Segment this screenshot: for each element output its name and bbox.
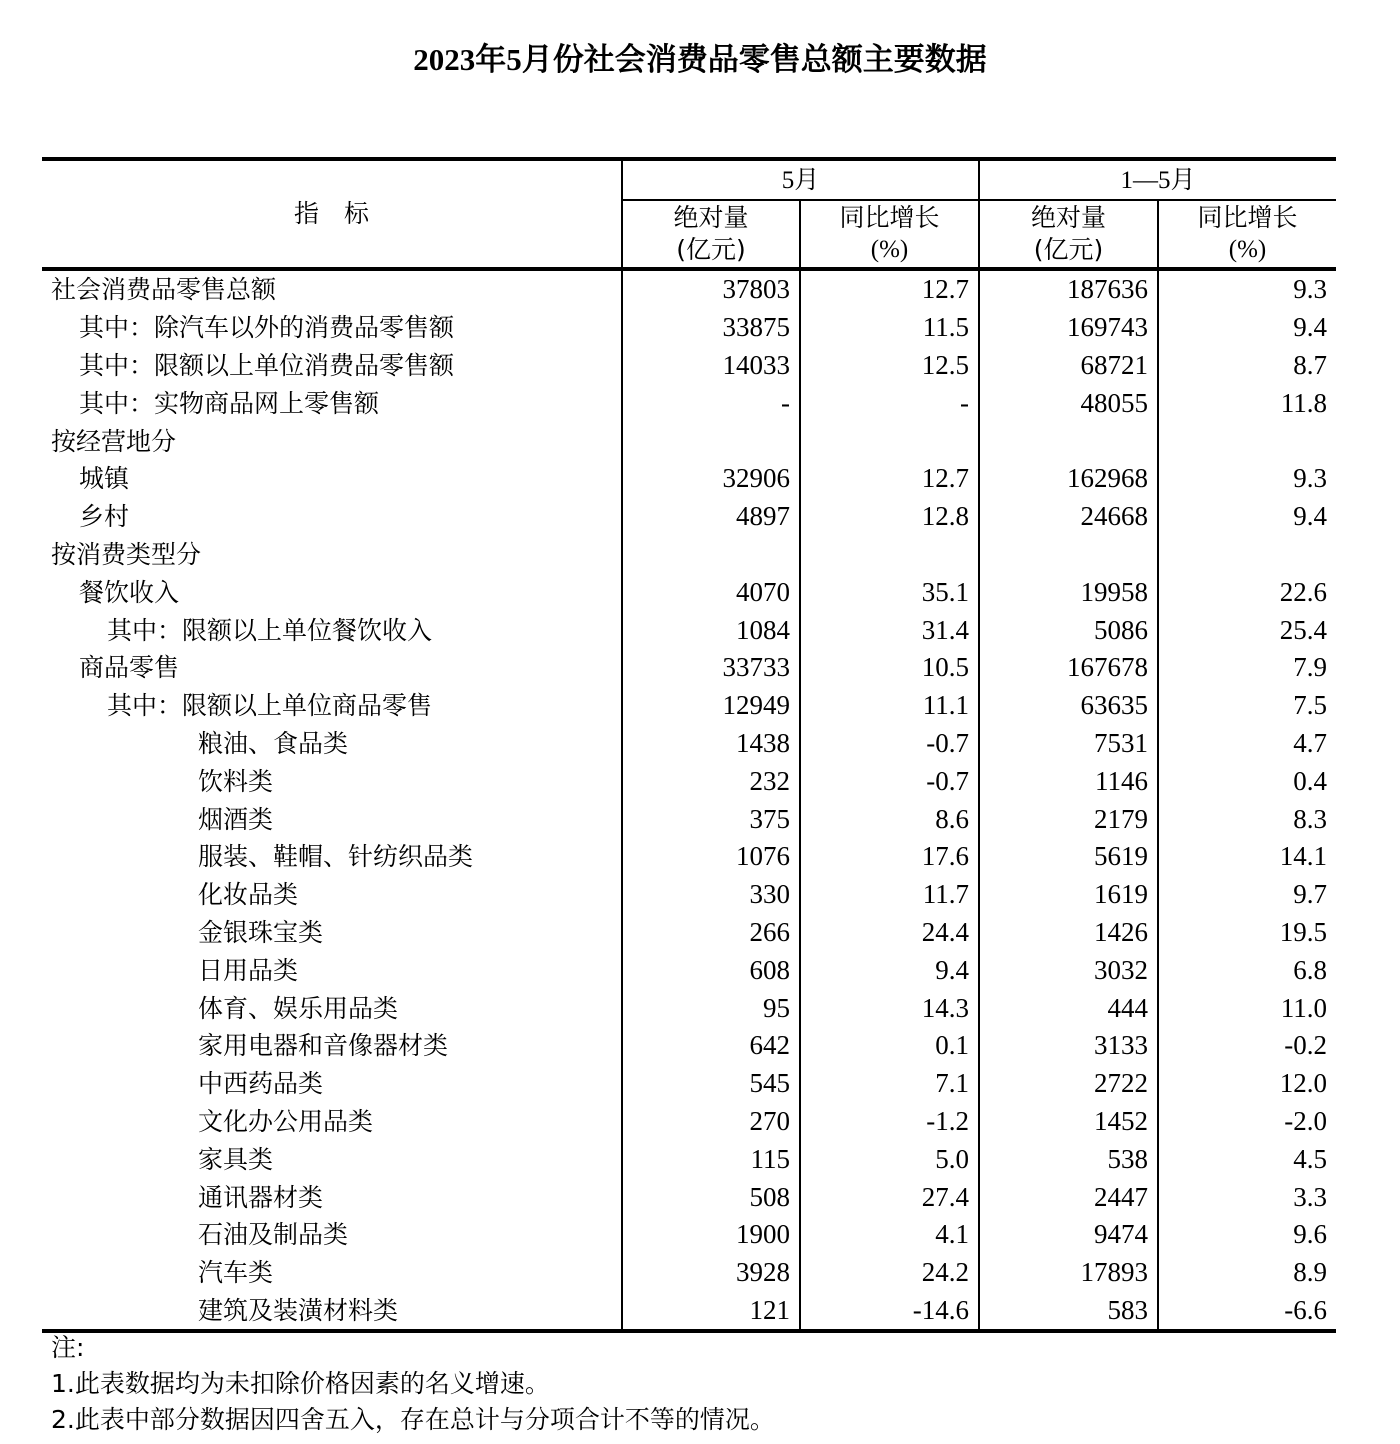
ytd-yoy-cell: 11.8 <box>1280 387 1328 418</box>
ytd-abs-cell: 1146 <box>979 762 1158 800</box>
may-yoy-cell: 14.3 <box>800 989 979 1027</box>
may-abs-cell: 33733 <box>622 649 800 687</box>
table-row <box>42 725 1336 763</box>
ytd-yoy-cell: 4.7 <box>1293 727 1328 758</box>
may-yoy-cell: 11.1 <box>800 687 979 725</box>
may-abs-cell: 12949 <box>622 687 800 725</box>
table-row <box>42 384 1336 422</box>
note-text: 2.此表中部分数据因四舍五入，存在总计与分项合计不等的情况。 <box>51 1405 775 1434</box>
may-yoy-cell: 8.6 <box>800 800 979 838</box>
row-label: 粮油、食品类 <box>42 725 622 763</box>
note-item <box>51 1366 775 1402</box>
ytd-abs-cell: 583 <box>979 1292 1158 1332</box>
may-yoy-cell: 12.8 <box>800 498 979 536</box>
col-header-line1: 绝对量 <box>673 203 749 232</box>
row-label: 家用电器和音像器材类 <box>42 1027 622 1065</box>
notes-heading: 注: <box>51 1333 85 1362</box>
table-row <box>42 536 1336 574</box>
ytd-abs-cell: 162968 <box>979 460 1158 498</box>
ytd-abs-cell: 5086 <box>979 611 1158 649</box>
ytd-yoy-cell: 8.7 <box>1293 349 1328 380</box>
may-abs-cell: 14033 <box>622 347 800 385</box>
may-abs-cell: 232 <box>622 762 800 800</box>
ytd-yoy-cell: 14.1 <box>1279 841 1328 872</box>
ytd-yoy-cell: 25.4 <box>1279 614 1328 645</box>
table-row <box>42 573 1336 611</box>
table-row <box>42 269 1336 309</box>
may-yoy-cell: - <box>800 384 979 422</box>
ytd-yoy-cell: 6.8 <box>1293 954 1328 985</box>
ytd-abs-cell: 68721 <box>979 347 1158 385</box>
row-label: 化妆品类 <box>42 876 622 914</box>
row-label: 烟酒类 <box>42 800 622 838</box>
may-yoy-cell: 12.7 <box>800 460 979 498</box>
may-yoy-cell: 11.7 <box>800 876 979 914</box>
ytd-yoy-cell: -0.2 <box>1284 1030 1328 1061</box>
table-row <box>42 1103 1336 1141</box>
ytd-yoy-cell: 12.0 <box>1279 1068 1328 1099</box>
may-abs-cell: 1438 <box>622 725 800 763</box>
note-item <box>51 1402 775 1438</box>
ytd-abs-cell: 1452 <box>979 1103 1158 1141</box>
ytd-yoy-cell: 11.0 <box>1280 992 1328 1023</box>
col-header-line2: (%) <box>1228 236 1267 263</box>
table-row <box>42 1140 1336 1178</box>
may-abs-cell: 37803 <box>622 269 800 309</box>
ytd-abs-cell: 3032 <box>979 951 1158 989</box>
ytd-yoy-cell: 8.3 <box>1293 803 1328 834</box>
may-yoy-cell: -0.7 <box>800 725 979 763</box>
ytd-yoy-cell: 19.5 <box>1279 916 1328 947</box>
may-yoy-cell: 10.5 <box>800 649 979 687</box>
header-row-groups <box>42 159 1336 200</box>
may-abs-cell: 270 <box>622 1103 800 1141</box>
row-label: 餐饮收入 <box>42 573 622 611</box>
ytd-abs-cell: 7531 <box>979 725 1158 763</box>
row-label: 其中：限额以上单位商品零售 <box>42 687 622 725</box>
may-abs-cell: 545 <box>622 1065 800 1103</box>
table-row <box>42 1178 1336 1216</box>
table-row <box>42 687 1336 725</box>
row-label: 乡村 <box>42 498 622 536</box>
may-yoy-cell: 9.4 <box>800 951 979 989</box>
table-row <box>42 876 1336 914</box>
may-yoy-cell: -1.2 <box>800 1103 979 1141</box>
table-row <box>42 611 1336 649</box>
may-yoy-cell: 0.1 <box>800 1027 979 1065</box>
ytd-abs-cell: 187636 <box>979 269 1158 309</box>
ytd-abs-cell: 1426 <box>979 914 1158 952</box>
may-yoy-cell: 24.4 <box>800 914 979 952</box>
jan-may-group-header <box>979 159 1336 200</box>
ytd-abs-cell <box>979 422 1158 460</box>
jan-may-group-label: 1—5月 <box>1120 166 1196 194</box>
row-label: 其中：限额以上单位餐饮收入 <box>42 611 622 649</box>
ytd-yoy-cell: 9.4 <box>1293 501 1328 532</box>
may-yoy-cell: 17.6 <box>800 838 979 876</box>
indicator-header: 指 标 <box>42 159 622 269</box>
table-row <box>42 914 1336 952</box>
ytd-abs-cell: 2447 <box>979 1178 1158 1216</box>
table-row <box>42 1027 1336 1065</box>
page-title: 2023年5月份社会消费品零售总额主要数据 <box>413 42 987 77</box>
ytd-yoy-header <box>1158 200 1336 269</box>
may-abs-cell: 4897 <box>622 498 800 536</box>
ytd-abs-cell: 2722 <box>979 1065 1158 1103</box>
ytd-abs-cell: 169743 <box>979 309 1158 347</box>
row-label: 文化办公用品类 <box>42 1103 622 1141</box>
ytd-yoy-cell: 0.4 <box>1293 765 1328 796</box>
ytd-abs-header <box>979 200 1158 269</box>
table-row <box>42 1065 1336 1103</box>
may-abs-cell: - <box>622 384 800 422</box>
may-yoy-cell: 35.1 <box>800 573 979 611</box>
row-label: 其中：实物商品网上零售额 <box>42 384 622 422</box>
table-row <box>42 800 1336 838</box>
table-row <box>42 1216 1336 1254</box>
table-row <box>42 1254 1336 1292</box>
may-yoy-cell <box>800 536 979 574</box>
table-row <box>42 309 1336 347</box>
may-yoy-cell: 7.1 <box>800 1065 979 1103</box>
col-header-line2: (%) <box>870 236 909 263</box>
ytd-abs-cell: 17893 <box>979 1254 1158 1292</box>
ytd-abs-cell <box>979 536 1158 574</box>
ytd-yoy-cell: 3.3 <box>1293 1181 1328 1212</box>
may-yoy-cell: 12.5 <box>800 347 979 385</box>
ytd-yoy-cell: 7.9 <box>1293 652 1328 683</box>
col-header-line1: 同比增长 <box>1197 203 1298 232</box>
may-abs-cell: 3928 <box>622 1254 800 1292</box>
row-label: 石油及制品类 <box>42 1216 622 1254</box>
row-label: 社会消费品零售总额 <box>42 269 622 309</box>
may-yoy-cell: 11.5 <box>800 309 979 347</box>
may-yoy-cell: -14.6 <box>800 1292 979 1332</box>
table-row <box>42 422 1336 460</box>
may-group-header <box>622 159 979 200</box>
table-row <box>42 1292 1336 1332</box>
table-row <box>42 347 1336 385</box>
table-row <box>42 460 1336 498</box>
may-abs-cell: 1084 <box>622 611 800 649</box>
ytd-yoy-cell: -6.6 <box>1158 1292 1336 1332</box>
col-header-line2: (亿元) <box>676 235 746 264</box>
table-row <box>42 649 1336 687</box>
may-yoy-cell: -0.7 <box>800 762 979 800</box>
may-abs-cell: 32906 <box>622 460 800 498</box>
may-abs-cell: 115 <box>622 1140 800 1178</box>
table-row <box>42 762 1336 800</box>
may-abs-cell: 508 <box>622 1178 800 1216</box>
may-abs-cell <box>622 422 800 460</box>
ytd-abs-cell: 63635 <box>979 687 1158 725</box>
retail-sales-table <box>42 157 1336 1333</box>
row-label: 按消费类型分 <box>42 536 622 574</box>
row-label: 家具类 <box>42 1140 622 1178</box>
may-abs-header <box>622 200 800 269</box>
row-label: 汽车类 <box>42 1254 622 1292</box>
ytd-abs-cell: 538 <box>979 1140 1158 1178</box>
table-row <box>42 498 1336 536</box>
table-row <box>42 989 1336 1027</box>
may-abs-cell: 4070 <box>622 573 800 611</box>
ytd-abs-cell: 5619 <box>979 838 1158 876</box>
may-yoy-cell <box>800 422 979 460</box>
ytd-yoy-cell: 8.9 <box>1293 1257 1328 1288</box>
may-abs-cell <box>622 536 800 574</box>
row-label: 其中：除汽车以外的消费品零售额 <box>42 309 622 347</box>
may-yoy-cell: 5.0 <box>800 1140 979 1178</box>
ytd-abs-cell: 48055 <box>979 384 1158 422</box>
may-abs-cell: 608 <box>622 951 800 989</box>
ytd-abs-cell: 19958 <box>979 573 1158 611</box>
may-abs-cell: 33875 <box>622 309 800 347</box>
ytd-yoy-cell: 22.6 <box>1279 576 1328 607</box>
may-yoy-cell: 24.2 <box>800 1254 979 1292</box>
col-header-line1: 绝对量 <box>1031 203 1107 232</box>
may-abs-cell: 375 <box>622 800 800 838</box>
ytd-yoy-cell: 7.5 <box>1293 690 1328 721</box>
ytd-yoy-cell: 9.7 <box>1293 879 1328 910</box>
row-label: 金银珠宝类 <box>42 914 622 952</box>
may-abs-cell: 121 <box>622 1292 800 1332</box>
ytd-yoy-cell <box>1158 422 1336 460</box>
may-abs-cell: 95 <box>622 989 800 1027</box>
ytd-abs-cell: 3133 <box>979 1027 1158 1065</box>
table-row <box>42 951 1336 989</box>
row-label: 其中：限额以上单位消费品零售额 <box>42 347 622 385</box>
may-yoy-cell: 12.7 <box>800 269 979 309</box>
ytd-abs-cell: 444 <box>979 989 1158 1027</box>
ytd-abs-cell: 1619 <box>979 876 1158 914</box>
row-label: 饮料类 <box>42 762 622 800</box>
ytd-abs-cell: 2179 <box>979 800 1158 838</box>
ytd-abs-cell: 9474 <box>979 1216 1158 1254</box>
ytd-abs-cell: 24668 <box>979 498 1158 536</box>
may-yoy-cell: 27.4 <box>800 1178 979 1216</box>
row-label: 通讯器材类 <box>42 1178 622 1216</box>
row-label: 城镇 <box>42 460 622 498</box>
note-text: 1.此表数据均为未扣除价格因素的名义增速。 <box>51 1369 550 1398</box>
row-label: 服装、鞋帽、针纺织品类 <box>42 838 622 876</box>
col-header-line2: (亿元) <box>1033 235 1104 264</box>
may-yoy-header <box>800 200 979 269</box>
ytd-yoy-cell <box>1158 536 1336 574</box>
ytd-yoy-cell: 9.3 <box>1293 463 1328 494</box>
may-yoy-cell: 4.1 <box>800 1216 979 1254</box>
ytd-abs-cell: 167678 <box>979 649 1158 687</box>
may-abs-cell: 642 <box>622 1027 800 1065</box>
ytd-yoy-cell: 9.6 <box>1293 1219 1328 1250</box>
ytd-yoy-cell: 9.3 <box>1293 274 1328 305</box>
row-label: 建筑及装潢材料类 <box>42 1292 622 1332</box>
may-abs-cell: 1900 <box>622 1216 800 1254</box>
may-abs-cell: 266 <box>622 914 800 952</box>
ytd-yoy-cell: -2.0 <box>1284 1105 1328 1136</box>
table-body <box>42 269 1336 1331</box>
ytd-yoy-cell: 9.4 <box>1293 312 1328 343</box>
may-group-label: 5月 <box>781 166 820 194</box>
row-label: 中西药品类 <box>42 1065 622 1103</box>
row-label: 商品零售 <box>42 649 622 687</box>
may-abs-cell: 1076 <box>622 838 800 876</box>
may-yoy-cell: 31.4 <box>800 611 979 649</box>
row-label: 日用品类 <box>42 951 622 989</box>
may-abs-cell: 330 <box>622 876 800 914</box>
ytd-yoy-cell: 4.5 <box>1293 1143 1328 1174</box>
row-label: 体育、娱乐用品类 <box>42 989 622 1027</box>
table-row <box>42 838 1336 876</box>
notes <box>51 1330 775 1438</box>
col-header-line1: 同比增长 <box>839 203 940 232</box>
row-label: 按经营地分 <box>42 422 622 460</box>
